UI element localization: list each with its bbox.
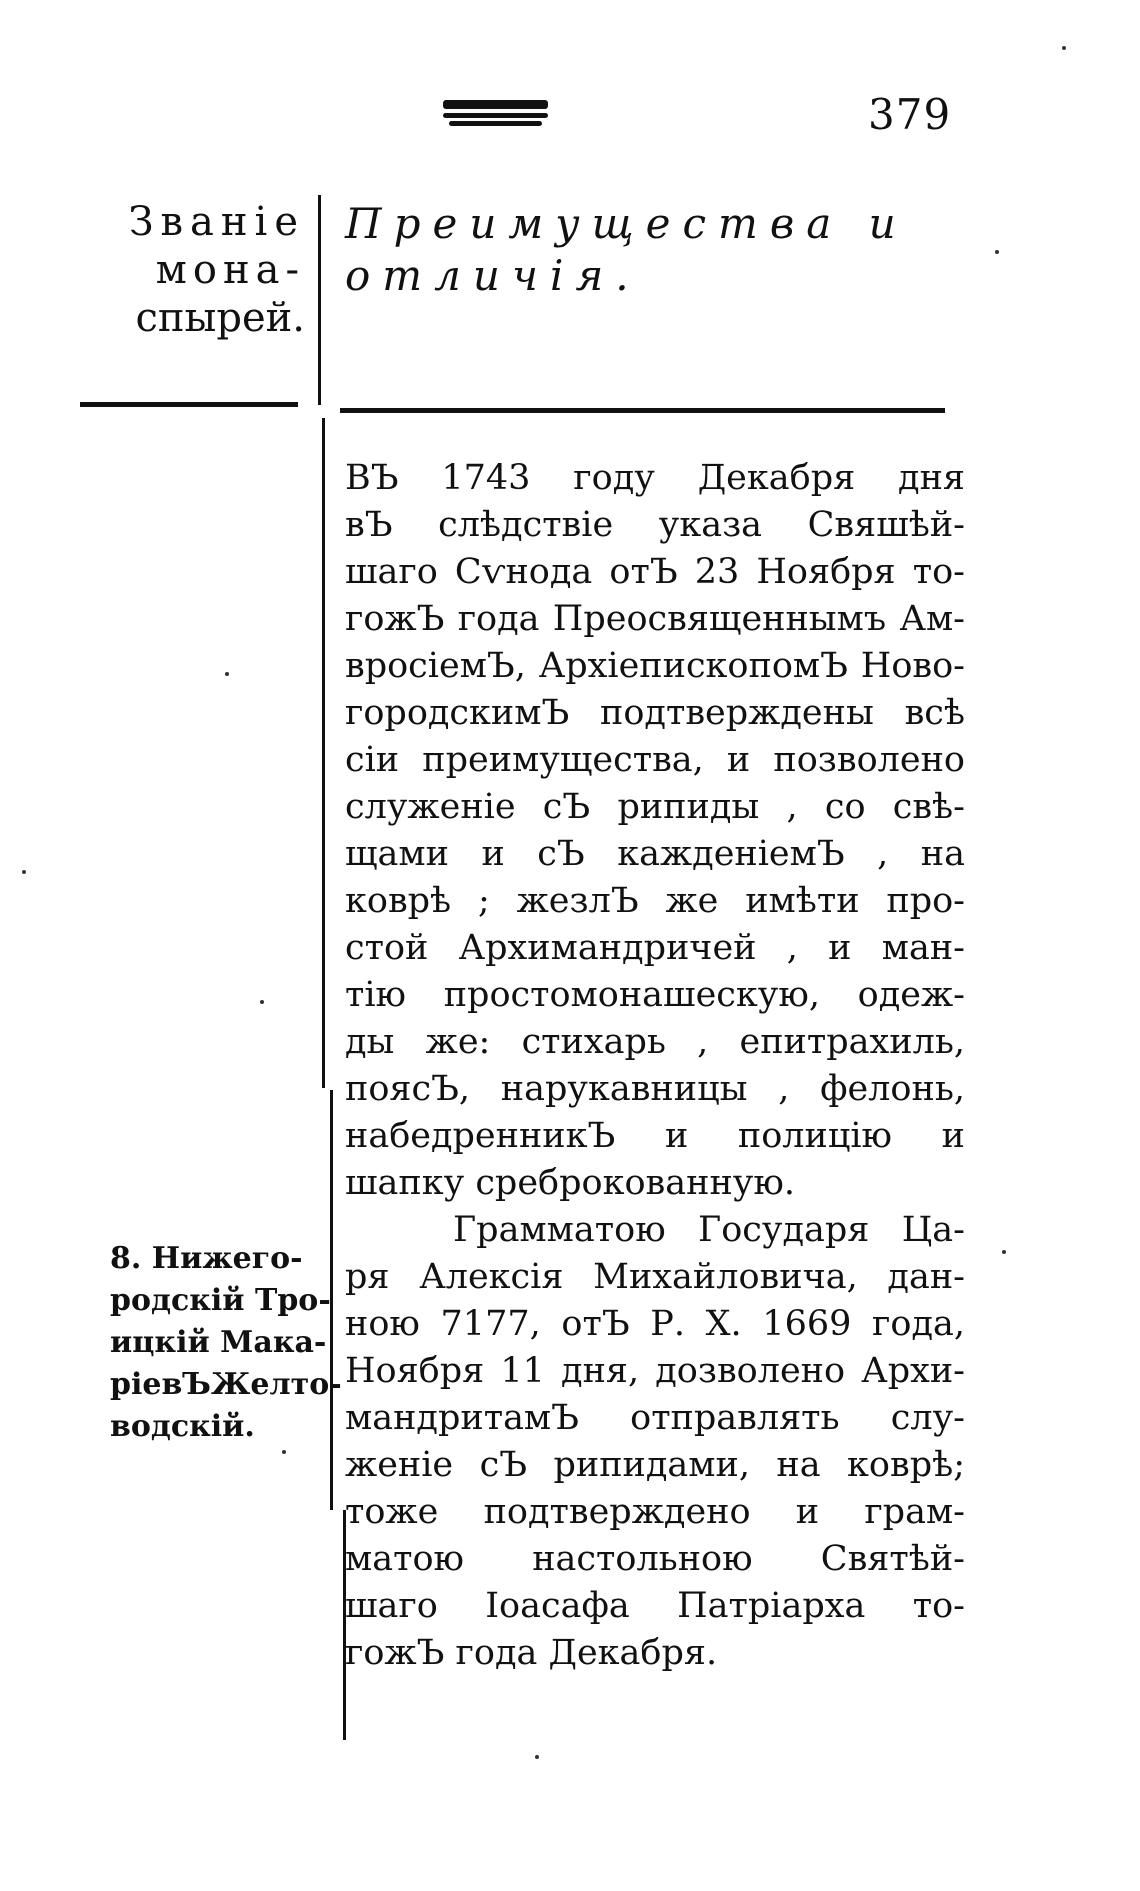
- paragraph: [345, 455, 965, 1207]
- text-line: женіе сЪ рипидами, на коврѣ;: [345, 1445, 965, 1485]
- margin-note-line: ріевЪЖелтo-: [110, 1367, 342, 1402]
- text-line: поясЪ, нарукавницы , фелонь,: [345, 1069, 965, 1109]
- text-line: тію простомонашескую, одеж-: [345, 975, 965, 1015]
- text-line: мандритамЪ отправлять слу-: [345, 1398, 965, 1438]
- text-line: щами и сЪ кажденіемЪ , на: [345, 834, 965, 874]
- margin-note-line: водскій.: [110, 1409, 255, 1444]
- text-line: Ноября 11 дня, дозволено Архи-: [345, 1351, 965, 1391]
- paragraph: [345, 1207, 965, 1677]
- column-divider-top: [318, 195, 321, 405]
- text-line: гожЪ года Декабря.: [345, 1633, 718, 1673]
- paper-speck: [260, 1000, 264, 1004]
- paper-speck: [535, 1755, 539, 1759]
- header-ornament: [443, 100, 548, 126]
- left-column-header: [60, 198, 305, 342]
- left-header-line: спырей.: [135, 295, 305, 341]
- margin-note-line: родскій Тро-: [110, 1283, 331, 1318]
- paper-speck: [22, 870, 26, 874]
- text-line: Грамматою Государя Ца-: [453, 1210, 965, 1250]
- margin-note: [110, 1238, 342, 1448]
- text-line: коврѣ ; жезлЪ же имѣти про-: [345, 881, 965, 921]
- text-line: вЪ слѣдствіе указа Свяшѣй-: [345, 505, 965, 545]
- text-line: набедренникЪ и полицію и: [345, 1116, 965, 1156]
- text-line: тоже подтверждено и грам-: [345, 1492, 965, 1532]
- page-number: 379: [868, 90, 952, 139]
- paper-speck: [1062, 46, 1066, 50]
- text-line: шаго Сѵнода отЪ 23 Ноября то-: [345, 552, 965, 592]
- right-header-line: Преимущества и: [345, 199, 908, 248]
- right-column-header: [345, 198, 945, 302]
- body-text: [345, 455, 965, 1677]
- text-line: ною 7177, отЪ Р. Х. 1669 года,: [345, 1304, 965, 1344]
- column-divider-middle: [322, 418, 325, 1088]
- text-line: шаго Іоасафа Патріарха то-: [345, 1586, 965, 1626]
- margin-note-line: ицкій Мака-: [110, 1325, 327, 1360]
- paper-speck: [225, 672, 229, 676]
- text-line: сіи преимущества, и позволено: [345, 740, 965, 780]
- paper-speck: [282, 1450, 286, 1454]
- text-line: ря Алексія Михайловича, дан-: [345, 1257, 965, 1297]
- text-line: гожЪ года Преосвященнымъ Ам-: [345, 599, 965, 639]
- text-line: ды же: стихарь , епитрахиль,: [345, 1022, 965, 1062]
- right-header-rule: [340, 408, 945, 413]
- right-header-line: отличія.: [345, 251, 641, 300]
- paper-speck: [1002, 1250, 1006, 1254]
- text-line: стой Архимандричей , и ман-: [345, 928, 965, 968]
- text-line: городскимЪ подтверждены всѣ: [345, 693, 965, 733]
- left-header-rule: [80, 402, 298, 407]
- left-header-line: мона-: [155, 247, 305, 293]
- text-line: матою настольною Святѣй-: [345, 1539, 965, 1579]
- text-line: шапку среброкованную.: [345, 1163, 795, 1203]
- left-header-line: Званіе: [128, 199, 305, 245]
- text-line: ВЪ 1743 году Декабря дня: [345, 458, 965, 498]
- margin-note-line: 8. Нижего-: [110, 1241, 303, 1276]
- text-line: служеніе сЪ рипиды , со свѣ-: [345, 787, 965, 827]
- text-line: вросіемЪ, АрхіепископомЪ Ново-: [345, 646, 965, 686]
- paper-speck: [995, 250, 999, 254]
